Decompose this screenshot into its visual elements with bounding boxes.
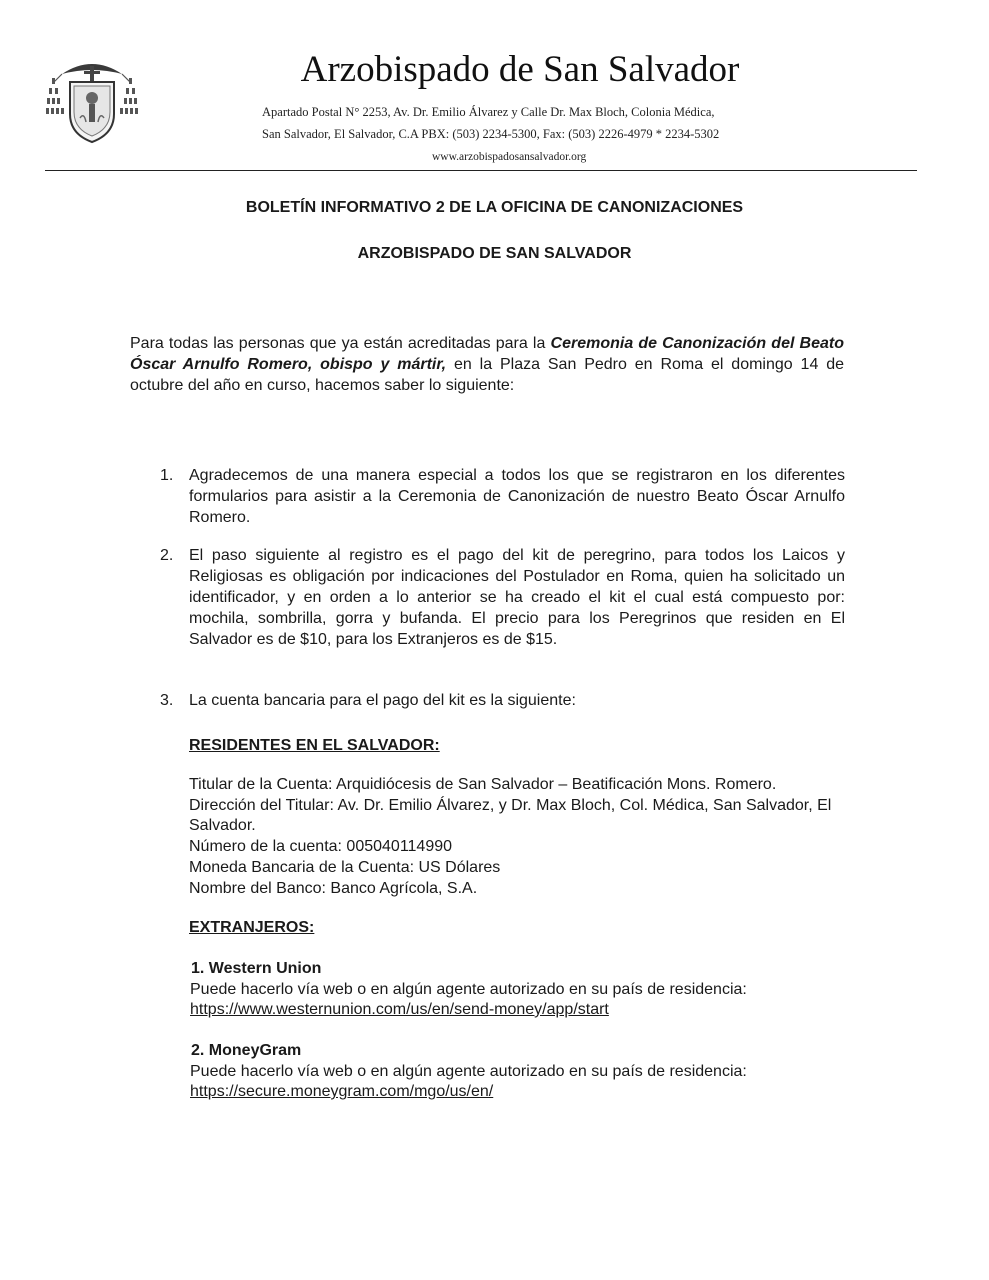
bulletin-subtitle: ARZOBISPADO DE SAN SALVADOR: [357, 245, 632, 262]
bank-name: Nombre del Banco: Banco Agrícola, S.A.: [189, 879, 478, 897]
account-currency: Moneda Bancaria de la Cuenta: US Dólares: [189, 858, 501, 876]
letterhead-title: Arzobispado de San Salvador: [300, 49, 740, 90]
intro-paragraph: [130, 333, 844, 396]
western-union-instructions: Puede hacerlo vía web o en algún agente autorizado en su país de residencia:: [190, 981, 747, 998]
moneygram-instructions: Puede hacerlo vía web o en algún agente autorizado en su país de residencia:: [190, 1063, 747, 1080]
account-holder-address: Dirección del Titular: Av. Dr. Emilio Álvarez, y Dr. Max Bloch, Col. Médica, San Salvador, El Salvador.: [189, 796, 832, 835]
residents-account-details: [189, 775, 859, 899]
archbishop-crest-icon: [44, 52, 140, 148]
item-number: 3.: [160, 692, 174, 709]
item-number: 1.: [160, 467, 174, 484]
intro-ceremony-name: Ceremonia de Canonización del Beato Óscar Arnulfo Romero, obispo y mártir,: [130, 335, 845, 373]
western-union-heading: 1. Western Union: [191, 960, 322, 977]
foreigners-section-title: EXTRANJEROS:: [189, 919, 315, 936]
item-text: La cuenta bancaria para el pago del kit es la siguiente:: [189, 692, 576, 709]
letterhead-divider: [45, 170, 917, 171]
account-number: Número de la cuenta: 005040114990: [189, 838, 453, 856]
intro-text-end: en la Plaza San Pedro en Roma el domingo 14 de octubre del año en curso, hacemos saber lo siguiente:: [130, 356, 845, 394]
western-union-link[interactable]: https://www.westernunion.com/us/en/send-money/app/start: [190, 1001, 609, 1018]
residents-section-title: RESIDENTES EN EL SALVADOR:: [189, 737, 440, 754]
letterhead-website: www.arzobispadosansalvador.org: [432, 151, 587, 163]
intro-text-start: Para todas las personas que ya están acreditadas para la: [130, 335, 551, 352]
letterhead-address-line-2: San Salvador, El Salvador, C.A PBX: (503) 2234-5300, Fax: (503) 2226-4979 * 2234-5302: [262, 127, 720, 141]
moneygram-link[interactable]: https://secure.moneygram.com/mgo/us/en/: [190, 1083, 494, 1100]
bulletin-title: BOLETÍN INFORMATIVO 2 DE LA OFICINA DE CANONIZACIONES: [245, 199, 744, 216]
moneygram-heading: 2. MoneyGram: [191, 1042, 302, 1059]
item-number: 2.: [160, 547, 174, 564]
letterhead-address-line-1: Apartado Postal N° 2253, Av. Dr. Emilio Álvarez y Calle Dr. Max Bloch, Colonia Médica,: [262, 105, 715, 119]
item-text: El paso siguiente al registro es el pago del kit de peregrino, para todos los Laicos y Religiosas es obligación por indicaciones del Postulador en Roma, quien ha solicitado un identificador, y en orden a lo anterior se ha creado el kit el cual está compuesto por: mochila, sombrilla, gorra y bufanda. El precio para los Peregrinos que residen en El Salvador es de $10, para los Extranjeros es de $15.: [189, 547, 845, 648]
item-text: Agradecemos de una manera especial a todos los que se registraron en los diferentes formularios para asistir a la Ceremonia de Canonización de nuestro Beato Óscar Arnulfo Romero.: [189, 467, 845, 526]
account-holder: Titular de la Cuenta: Arquidiócesis de San Salvador – Beatificación Mons. Romero.: [189, 776, 777, 793]
